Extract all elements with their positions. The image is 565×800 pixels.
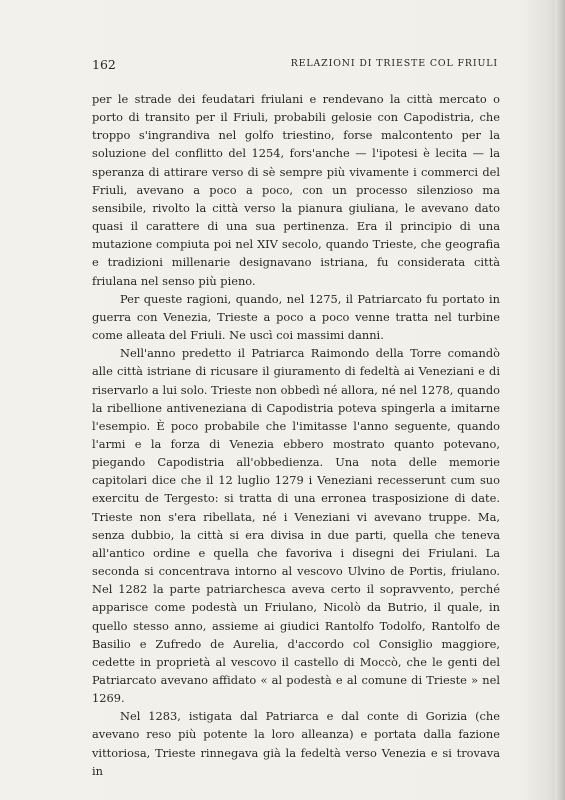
page-number: 162: [92, 57, 116, 72]
paragraph-4: Nel 1283, istigata dal Patriarca e dal conte di Gorizia (che avevano reso più potente la loro alleanza) e portata dalla fazione vittoriosa, Trieste rinnegava già la fedeltà verso Venezia e si trovava in: [92, 709, 500, 778]
paragraph-1: per le strade dei feudatari friulani e rendevano la città mercato o porto di transito per il Friuli, probabili gelosie con Capodistria, che troppo s'ingrandiva nel golfo triestino, forse malcontento per la soluzione del conflitto del 1254, fors'anche — l'ipotesi è lecita — la speranza di attirare verso di sè sempre più vivamente i commerci del Friuli, avevano a poco a poco, con un processo silenzioso ma sensibile, rivolto la città verso la pianura giuliana, le avevano dato quasi il carattere di una sua pertinenza. Era il principio di una mutazione compiuta poi nel XIV secolo, quando Trieste, che geografia e tradizioni millenarie designavano istriana, fu considerata città friulana nel senso più pieno.: [92, 92, 500, 288]
running-title: RELAZIONI DI TRIESTE COL FRIULI: [290, 58, 498, 69]
page-edge-shadow: [555, 0, 565, 800]
paragraph-3: Nell'anno predetto il Patriarca Raimondo della Torre comandò alle città istriane di ricusare il giuramento di fedeltà ai Veneziani e di riservarlo a lui solo. Trieste non obbedì né allora, né nel 1278, quando la ribellione antiveneziana di Capodistria poteva spingerla a imitarne l'esempio. È poco probabile che l'imitasse l'anno seguente, quando l'armi e la forza di Venezia ebbero mostrato quanto potevano, piegando Capodistria all'obbedienza. Una nota delle memorie capitolari dice che il 12 luglio 1279 i Veneziani recesserunt cum suo exercitu de Tergesto: si tratta di una erronea trasposizione di date. Trieste non s'era ribellata, né i Veneziani vi avevano truppe. Ma, senza dubbio, la città si era divisa in due parti, quella che teneva all'antico ordine e quella che favoriva i disegni dei Friulani. La seconda si concentrava intorno al vescovo Ulvino de Portis, friulano. Nel 1282 la parte patriarchesca aveva certo il sopravvento, perché apparisce come podestà un Friulano, Nicolò da Butrio, il quale, in quello stesso anno, assieme ai giudici Rantolfo Todolfo, Rantolfo de Basilio e Zufredo de Aurelia, d'accordo col Consiglio maggiore, cedette in proprietà al vescovo il castello di Moccò, che le genti del Patriarcato avevano affidato « al podestà e al comune di Trieste » nel 1269.: [92, 346, 500, 706]
page-header: [92, 57, 498, 73]
body-text: [92, 90, 500, 780]
paragraph-2: Per queste ragioni, quando, nel 1275, il Patriarcato fu portato in guerra con Venezia, Trieste a poco a poco venne tratta nel turbine come alleata del Friuli. Ne uscì coi massimi danni.: [92, 291, 500, 343]
